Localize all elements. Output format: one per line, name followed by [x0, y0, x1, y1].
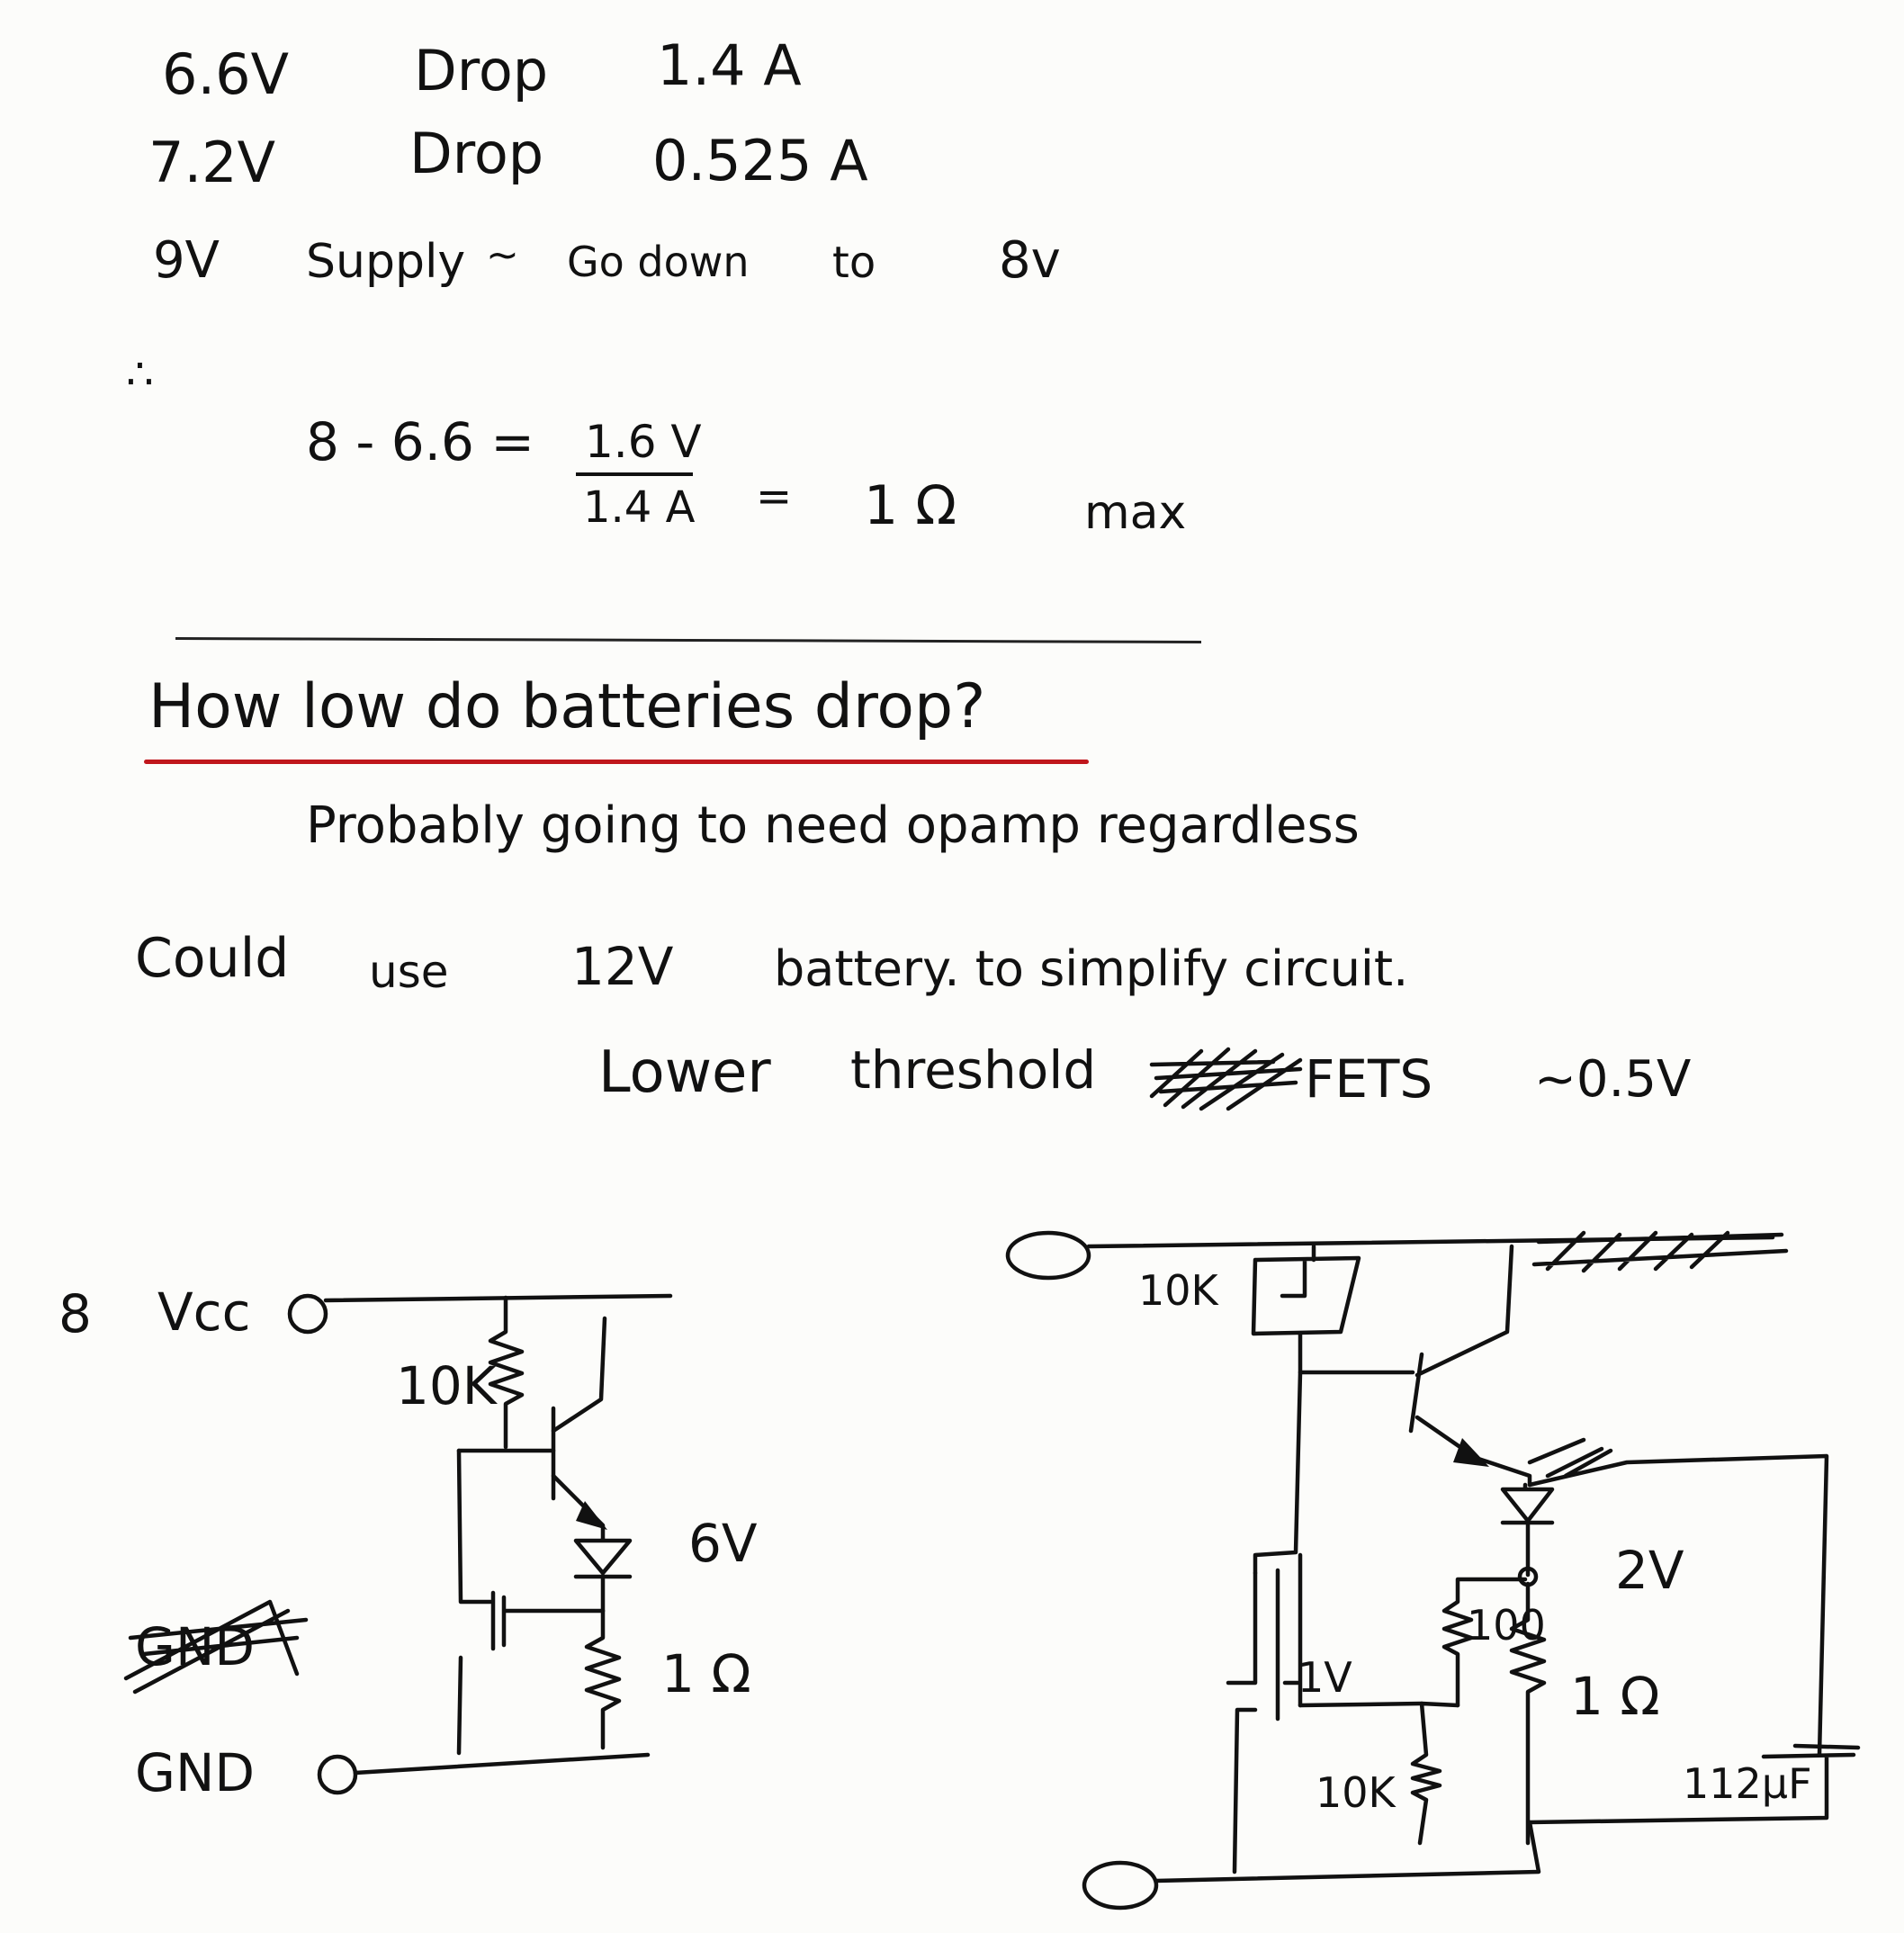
calc-denominator: 1.4 A — [583, 482, 696, 533]
note-row2-voltage: 7.2V — [148, 130, 276, 195]
svg-text:GND: GND — [135, 1616, 255, 1677]
bjt-collector — [553, 1318, 605, 1431]
left-circuit-index: 8 — [58, 1283, 92, 1344]
mosfet-source-wire — [459, 1658, 461, 1753]
cap-label: 112μF — [1683, 1759, 1812, 1808]
note-fets: FETS — [1305, 1048, 1433, 1110]
heading-question: How low do batteries drop? — [148, 671, 986, 742]
supply-terminal — [1008, 1233, 1089, 1278]
left-circuit — [58, 1281, 758, 1803]
note-row3-supply: Supply — [306, 235, 466, 289]
left-vertical-wire — [1228, 1573, 1255, 1872]
therefore-symbol: ∴ — [126, 349, 154, 400]
ground-rail — [1156, 1822, 1539, 1881]
potentiometer-10k — [1253, 1246, 1359, 1334]
note-row2-drop: Drop — [409, 121, 544, 186]
r-100-label: 100 — [1467, 1601, 1546, 1650]
vcc-label: Vcc — [157, 1281, 251, 1343]
vcc-rail — [326, 1296, 670, 1300]
mosfet-drain — [504, 1597, 603, 1645]
pot-label: 10K — [1138, 1266, 1218, 1315]
right-2v-label: 2V — [1615, 1540, 1684, 1601]
ref-tap-wire — [1300, 1704, 1422, 1705]
calc-result: 1 Ω — [864, 474, 957, 537]
bjt2-collector — [1417, 1246, 1512, 1375]
calc-max: max — [1084, 486, 1187, 540]
note-row2-current: 0.525 A — [652, 128, 868, 193]
diode2-icon — [1503, 1485, 1552, 1575]
right-circuit — [1008, 1233, 1858, 1908]
note-12v: 12V — [571, 936, 674, 997]
opamp-ref-wire — [1255, 1372, 1300, 1573]
calc-lhs: 8 - 6.6 = — [306, 411, 534, 472]
note-opamp: Probably going to need opamp regardless — [306, 796, 1360, 855]
calc-numerator: 1.6 V — [585, 416, 702, 468]
note-row3-8v: 8v — [999, 231, 1061, 290]
note-row3-to: to — [832, 238, 876, 288]
resistor-1ohm-sense — [587, 1611, 619, 1748]
note-use: use — [369, 946, 449, 998]
note-half-volt: ~0.5V — [1534, 1050, 1692, 1109]
vcc-terminal — [290, 1296, 326, 1332]
right-1ohm-label: 1 Ω — [1570, 1666, 1660, 1727]
note-threshold: threshold — [850, 1039, 1097, 1101]
note-row1-drop: Drop — [414, 38, 549, 103]
gate-wire — [459, 1451, 490, 1602]
note-row3-tilde: ~ — [486, 232, 519, 278]
diode-icon — [576, 1539, 630, 1611]
note-battery-simplify: battery. to simplify circuit. — [774, 940, 1409, 997]
left-6v-label: 6V — [688, 1513, 758, 1574]
gnd-terminal — [319, 1757, 355, 1793]
ground-terminal — [1084, 1863, 1156, 1908]
calc-equals: = — [756, 472, 793, 522]
r-top-label: 10K — [396, 1355, 497, 1416]
note-row1-voltage: 6.6V — [162, 41, 290, 107]
bjt2-arrow-icon — [1453, 1438, 1489, 1467]
note-row3-go-down: Go down — [567, 238, 750, 286]
left-1ohm-label: 1 Ω — [661, 1643, 751, 1704]
note-could: Could — [135, 927, 290, 990]
pot-wiper-wire — [1300, 1334, 1413, 1372]
gnd-scribble-icon — [126, 1602, 306, 1692]
ref-1v-label: 1V — [1298, 1653, 1352, 1702]
note-row1-current: 1.4 A — [657, 32, 802, 98]
resistor-10k-bottom — [1413, 1704, 1458, 1843]
bjt-emitter — [553, 1476, 603, 1539]
gnd-rail — [355, 1755, 648, 1773]
gnd-label: GND — [135, 1742, 255, 1803]
r-bottom-label: 10K — [1316, 1768, 1396, 1817]
note-lower: Lower — [598, 1039, 771, 1106]
note-row3-9v: 9V — [153, 231, 220, 290]
opamp-stub — [1278, 1570, 1298, 1719]
